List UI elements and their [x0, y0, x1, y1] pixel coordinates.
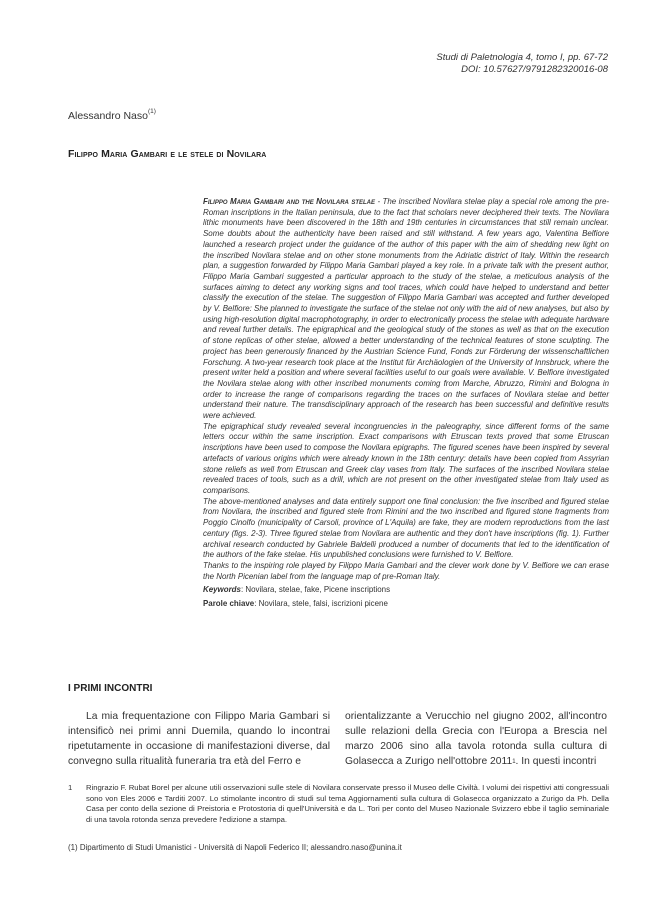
section-heading-text: I PRIMI INCONTRI [68, 683, 153, 694]
doi-line: DOI: 10.57627/9791282320016-08 [461, 64, 608, 75]
body-text-right: orientalizzante a Verucchio nel giugno 2002, all'incontro sulle relazioni della Grecia con l'Europa a Brescia nel marzo 2006 sino alla tavola rotonda sulla cultura di Golasecca a Zurigo nell'ottobre 2011 [345, 711, 607, 767]
abstract-p1-text: - The inscribed Novilara stelae play a special role among the pre-Roman inscriptions in the Italian peninsula, due to the fact that scholars never deciphered their texts. The Novilara lithic monuments have been discovered in the 18th and 19th centuries in circumstances that still remain unclear. Some doubts about the authenticity have been raised and still withstand. A few years ago, Valentina Belfiore launched a research project under the guidance of the author of this paper with the aim of shedding new light on the inscribed Novilara stelae and on other stone monuments from the Adriatic district of Italy. Within the research plan, a suggestion forwarded by Filippo Maria Gambari played a key role. In a private talk with the present author, Filippo Maria Gambari suggested a particular approach to the study of the stelae, a meticulous analysis of the surfaces aiming to detect any working signs and tool traces, which could have helped to understand and better classify the execution of the stelae. The suggestion of Filippo Maria Gambari was accepted and further developed by V. Belfiore: She planned to investigate the surface of the stelae not only with the aid of new analyses, but also by using high-resolution digital macrophotography, in order to electronically process the stelae with adequate hardware and reveal further details. The epigraphical and the geological study of the stones as well as that on the execution of stone replicas of other stelae, allowed a better understanding of the technical features of stone sculpting. The project has been generously financed by the Austrian Science Fund, Fonds zur Förderung der wissenschaftlichen Forschung. A two-year research took place at the Institut für Archäologien of the University of Innsbruck, where the present writer held a position and where several facilities useful to our goals were available. V. Belfiore investigated the Novilara stelae along with other inscribed monuments coming from Marche, Abruzzo, Rimini and Bologna in order to increase the range of comparisons regarding the traces on the surfaces of Novilara stelae and better understand their nature. The transdisciplinary approach of the research has been successful and definitive results were achieved. [203, 197, 610, 421]
footnote-marker: 1 [512, 758, 516, 765]
body-text-left: La mia frequentazione con Filippo Maria Gambari si intensificò nei primi anni Duemila, quando lo incontrai ripetutamente in occasione di manifestazioni diverse, dal convegno sulla ritualità funeraria tra età del Ferro e [68, 711, 330, 767]
author-affiliation: (1) Dipartimento di Studi Umanistici - Università di Napoli Federico II; alessandro.naso@unina.it [68, 843, 402, 852]
body-paragraph-right [345, 710, 607, 770]
parole-chiave-label: Parole chiave [203, 599, 255, 609]
abstract-paragraph-3: The above-mentioned analyses and data entirely support one final conclusion: the five inscribed and figured stelae from Novilara, the inscribed and figured stele from Rimini and the two inscribed and figured stone fragments from Poggio Cinolfo (municipality of Carsoli, province of L'Aquila) are fake, they are modern reproductions from the last century (figs. 2-3). Three figured stelae from Novilara are authentic and they don't have inscriptions (fig. 1). Further archival research conducted by Gabriele Baldelli produced a number of documents that led to the identification of the authors of the fake stelae. His unpublished conclusions were furnished to V. Belfiore. [203, 496, 609, 560]
abstract-paragraph-2: The epigraphical study revealed several incongruencies in the paleography, since different forms of the same letters occur within the same inscription. Exact comparisons with Etruscan texts proved that some Etruscan inscriptions have been used to compose the Novilara epigraphs. The figured scenes have been inspired by several artefacts of various origins which were already known in the 18th century: details have been copied from Assyrian stone reliefs as well from Etruscan and Greek clay vases from Italy. The surfaces of the inscribed Novilara stelae revealed traces of tools, such as a drill, which are not present on the other investigated stelae from Italy used as comparisons. [203, 421, 609, 495]
section-heading [68, 683, 152, 694]
abstract-paragraph-4: Thanks to the inspiring role played by Filippo Maria Gambari and the clever work done by V. Belfiore we can erase the North Picenian label from the language map of pre-Roman Italy. [203, 560, 609, 581]
journal-reference [436, 52, 608, 76]
body-text-right-tail: . In questi incontri [515, 755, 597, 767]
parole-chiave-line [203, 599, 609, 610]
footnote-number: 1 [68, 783, 73, 792]
keywords-line [203, 585, 609, 596]
author-name: Alessandro Naso [68, 110, 148, 122]
abstract-paragraph-1 [203, 197, 609, 422]
footnote [68, 783, 609, 825]
keywords-label: Keywords [203, 585, 241, 595]
body-column-left [68, 710, 330, 770]
abstract-lead: Filippo Maria Gambari and the Novilara stelae [203, 197, 376, 206]
article-title: Filippo Maria Gambari e le stele di Novilara [68, 148, 267, 160]
parole-chiave-text: : Novilara, stele, falsi, iscrizioni picene [254, 599, 388, 609]
author-line [68, 110, 156, 122]
keywords-text: : Novilara, stelae, fake, Picene inscriptions [240, 585, 391, 595]
footnote-text: Ringrazio F. Rubat Borel per alcune utili osservazioni sulle stele di Novilara conservate presso il Museo delle Civiltà. I volumi dei rispettivi atti congressuali sono von Eles 2006 e Tarditi 2007. Lo stimolante incontro di studi sul tema Aggiornamenti sulla cultura di Golasecca organizzato a Zurigo da Ph. Della Casa per conto della sezione di Preistoria e Protostoria di quell'Università e da L. Tori per conto del Museo Nazionale Svizzero ebbe il taglio seminariale di una tavola rotonda senza prevedere l'edizione a stampa. [86, 783, 609, 824]
author-note-marker: (1) [147, 108, 156, 115]
journal-line: Studi di Paletnologia 4, tomo I, pp. 67-72 [436, 52, 608, 63]
abstract [203, 197, 609, 610]
body-column-right [345, 710, 607, 770]
